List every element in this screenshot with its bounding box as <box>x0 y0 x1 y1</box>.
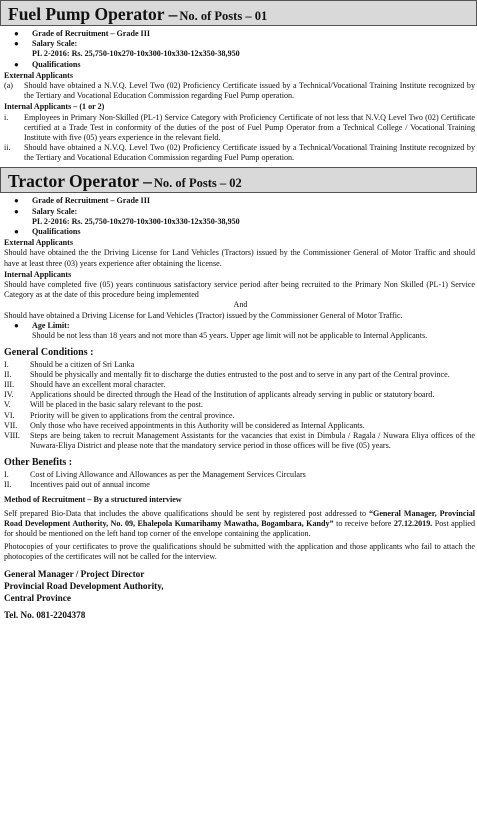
contact-title: General Manager / Project Director <box>4 569 145 580</box>
fuel-grade-bullet <box>14 29 477 39</box>
list-item: III. Should have an excellent moral character. <box>4 380 166 390</box>
list-item: V. Will be placed in the basic salary relevant to the post. <box>4 400 203 410</box>
tractor-age-bullet <box>14 321 477 331</box>
tractor-salary-bullet <box>14 207 477 217</box>
fuel-qualifications-bullet <box>14 60 477 70</box>
fuel-pump-posts: No. of Posts – 01 <box>179 9 268 23</box>
list-item: II. Incentives paid out of annual income <box>4 480 150 490</box>
bullet-icon: ● <box>14 227 19 236</box>
method-paragraph-1: Self prepared Bio-Data that includes the above qualifications should be sent by registered post addressed to “General Manager, Provincial Road Development Authority, No. 09, Ehalepola Kumarihamy Mawatha, Bogambara, Kandy” to receive before 27.12.2019. Post applied for should be mentioned on the left hand top corner of the envelope containing the application. <box>4 508 475 538</box>
method-of-recruitment <box>0 490 477 562</box>
fuel-salary-scale: PL 2-2016: Rs. 25,750-10x270-10x300-10x330-12x350-38,950 <box>32 49 240 59</box>
general-conditions <box>0 341 477 451</box>
list-item: II. Should be physically and mentally fit to discharge the duties entrusted to the post and to serve in any part of the Central province. <box>4 369 450 379</box>
list-item: I. Cost of Living Allowance and Allowances as per the Management Services Circulars <box>4 469 306 479</box>
bullet-icon: ● <box>14 29 19 38</box>
tractor-grade: Grade of Recruitment – Grade III <box>32 196 151 206</box>
bullet-icon: ● <box>14 196 19 206</box>
other-benefits <box>0 451 477 490</box>
tractor-qualifications-bullet <box>14 227 477 237</box>
fuel-salary-bullet <box>14 39 477 49</box>
fuel-pump-title: Fuel Pump Operator – <box>8 4 178 24</box>
tractor-salary-label: Salary Scale: <box>32 206 78 216</box>
method-paragraph-2: Photocopies of your certificates to prove the qualifications should be submitted with the application and those applicants who fail to attach the photocopies of the certificates will not be called for the interview. <box>4 542 475 562</box>
fuel-internal-heading: Internal Applicants – (1 or 2) <box>4 102 105 112</box>
tractor-section <box>0 193 477 341</box>
contact-telephone: Tel. No. 081-2204378 <box>4 610 86 621</box>
list-item: i. Employees in Primary Non-Skilled (PL-1) Service Category with Proficiency Certificate of not less that N.V.Q Level Two (02) Certificate certified at a Trade Test in conformity of the duties of the post of Fuel Pump Operator from a Technical College / Vocational Training Institute with five (05) years experience in the relevant field. <box>4 112 475 142</box>
tractor-title: Tractor Operator – <box>8 171 152 192</box>
tractor-grade-bullet <box>14 196 477 206</box>
list-item: VI. Priority will be given to applications from the central province. <box>4 410 235 420</box>
contact-block <box>0 566 477 622</box>
fuel-grade: Grade of Recruitment – Grade III <box>32 29 151 38</box>
mailing-address: “General Manager, Provincial Road Development Authority, No. 09, Ehalepola Kumarihamy Mawatha, Bogambara, Kandy” <box>4 508 475 528</box>
list-item: I. Should be a citizen of Sri Lanka <box>4 359 135 369</box>
tractor-posts: No. of Posts – 02 <box>153 176 242 191</box>
fuel-pump-section <box>0 26 477 163</box>
tractor-external-heading: External Applicants <box>4 238 74 248</box>
bullet-icon: ● <box>14 320 19 330</box>
fuel-external-heading: External Applicants <box>4 70 74 80</box>
list-item: VIII. Steps are being taken to recruit Management Assistants for the vacancies that exist in Dimbula / Ragala / Nuwara Eliya offices of the Nuwara-Eliya District and please note that the mandatory service period in those offices will be five (05) years. <box>4 430 475 451</box>
tractor-and: And <box>233 300 248 310</box>
tractor-external-text: Should have obtained the the Driving License for Land Vehicles (Tractors) issued by the Commissioner General of Motor Traffic and should have at least three (03) years experience after obtaining the license. <box>4 248 475 268</box>
list-item: IV. Applications should be directed through the Head of the Institution of applicants already serving in public or statutory board. <box>4 390 435 400</box>
other-benefits-heading: Other Benefits : <box>4 457 73 469</box>
list-item: VII. Only those who have received appointments in this Authority will be considered as Internal Applicants. <box>4 420 365 430</box>
tractor-internal-text2: Should have obtained a Driving License for Land Vehicles (Tractor) issued by the Commissioner General of Motor Traffic. <box>4 310 403 320</box>
list-item: (a) Should have obtained a N.V.Q. Level Two (02) Proficiency Certificate issued by a Technical/Vocational Training Institute recognized by the Tertiary and Vocational Education Commission regarding Fuel Pump operation. <box>4 80 475 101</box>
tractor-qualifications: Qualifications <box>32 227 81 236</box>
bullet-icon: ● <box>14 39 19 49</box>
general-conditions-heading: General Conditions : <box>4 347 94 359</box>
fuel-pump-banner <box>0 0 477 26</box>
fuel-qualifications: Qualifications <box>32 59 81 69</box>
contact-organization: Provincial Road Development Authority, <box>4 581 164 592</box>
tractor-age-text: Should be not less than 18 years and not more than 45 years. Upper age limit will not be applicable to Internal Applicants. <box>32 330 428 340</box>
method-heading: Method of Recruitment – By a structured interview <box>4 495 182 505</box>
tractor-salary-scale: PL 2-2016: Rs. 25,750-10x270-10x300-10x330-12x350-38,950 <box>32 216 240 226</box>
fuel-salary-label: Salary Scale: <box>32 39 78 49</box>
contact-province: Central Province <box>4 593 71 604</box>
tractor-internal-heading: Internal Applicants <box>4 269 72 279</box>
bullet-icon: ● <box>14 59 19 69</box>
tractor-internal-text: Should have completed five (05) years continuous satisfactory service period after being recruited to the Primary Non Skilled (PL-1) Service Category as at the date of this procedure being implemented <box>4 279 475 300</box>
tractor-age-label: Age Limit: <box>32 320 70 330</box>
bullet-icon: ● <box>14 206 19 216</box>
list-item: ii. Should have obtained a N.V.Q. Level Two (02) Proficiency Certificate issued by a Technical/Vocational Training Institute recognized by the Tertiary and Vocational Education Commission regarding Fuel Pump operation. <box>4 143 475 163</box>
closing-date: 27.12.2019. <box>393 518 433 528</box>
tractor-banner <box>0 167 477 193</box>
